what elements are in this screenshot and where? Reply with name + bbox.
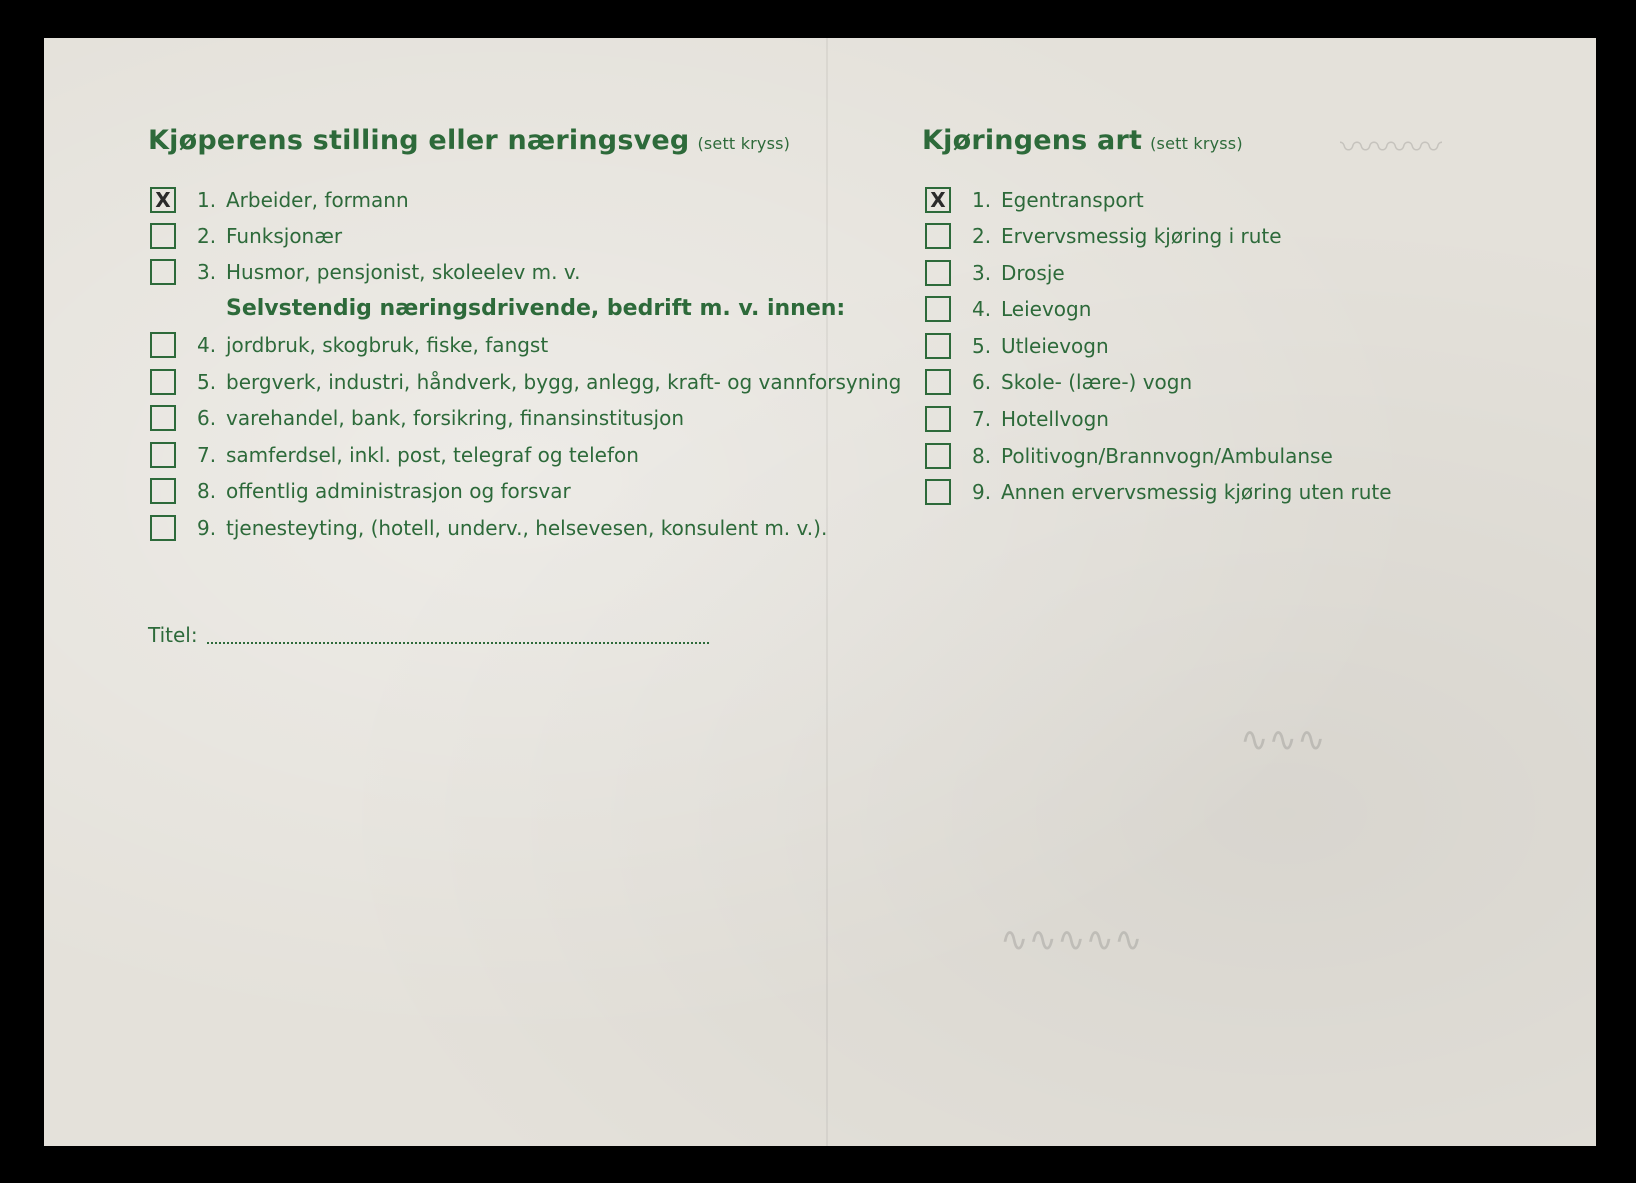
left-title-text: Kjøperens stilling eller næringsveg	[148, 125, 690, 156]
option-label: tjenesteyting, (hotell, underv., helsevesen, konsulent m. v.).	[226, 516, 828, 540]
option-number: 8.	[972, 444, 992, 468]
option-label: Ervervsmessig kjøring i rute	[1001, 224, 1282, 248]
option-number: 8.	[197, 479, 217, 503]
option-number: 6.	[197, 406, 217, 430]
option-number: 7.	[197, 443, 217, 467]
option-number: 4.	[197, 333, 217, 357]
option-number: 3.	[197, 260, 217, 284]
option-number: 2.	[197, 224, 217, 248]
right-section-title	[922, 125, 1243, 156]
option-label: bergverk, industri, håndverk, bygg, anlegg, kraft- og vannforsyning	[226, 370, 902, 394]
checkbox-3[interactable]	[925, 260, 951, 286]
option-label: varehandel, bank, forsikring, finansinstitusjon	[226, 406, 684, 430]
right-title-text: Kjøringens art	[922, 125, 1143, 156]
option-label: Skole- (lære-) vogn	[1001, 370, 1193, 394]
option-number: 1.	[972, 188, 992, 212]
left-option-4[interactable]	[150, 328, 548, 362]
left-option-8[interactable]	[150, 474, 571, 508]
option-label: Arbeider, formann	[226, 188, 409, 212]
checkbox-7[interactable]	[925, 406, 951, 432]
checkbox-1[interactable]: X	[925, 187, 951, 213]
checkbox-4[interactable]	[150, 332, 176, 358]
option-number: 9.	[972, 480, 992, 504]
right-option-1[interactable]	[925, 183, 1144, 217]
right-title-hint: (sett kryss)	[1150, 134, 1243, 153]
checkbox-2[interactable]	[150, 223, 176, 249]
right-option-8[interactable]	[925, 439, 1333, 473]
left-option-2[interactable]	[150, 219, 342, 253]
option-number: 7.	[972, 407, 992, 431]
self-employed-subheading: Selvstendig næringsdrivende, bedrift m. v. innen:	[226, 296, 846, 321]
checkbox-5[interactable]	[150, 369, 176, 395]
right-option-9[interactable]	[925, 475, 1392, 509]
left-option-6[interactable]	[150, 401, 684, 435]
option-number: 5.	[197, 370, 217, 394]
bleed-through-decoration: ∿∿∿∿∿	[1000, 920, 1143, 960]
left-option-7[interactable]	[150, 438, 639, 472]
option-number: 4.	[972, 297, 992, 321]
option-number: 3.	[972, 261, 992, 285]
checkbox-8[interactable]	[925, 443, 951, 469]
right-option-2[interactable]	[925, 219, 1282, 253]
checkbox-3[interactable]	[150, 259, 176, 285]
option-number: 5.	[972, 334, 992, 358]
checkbox-5[interactable]	[925, 333, 951, 359]
left-title-hint: (sett kryss)	[697, 134, 791, 153]
option-label: Drosje	[1001, 261, 1065, 285]
option-label: Leievogn	[1001, 297, 1092, 321]
bleed-through-decoration: ∿∿∿	[1240, 720, 1326, 760]
left-section-title	[148, 125, 790, 156]
option-number: 1.	[197, 188, 217, 212]
option-label: Utleievogn	[1001, 334, 1109, 358]
paper-fold	[826, 38, 828, 1146]
checkbox-9[interactable]	[150, 515, 176, 541]
right-option-3[interactable]	[925, 256, 1065, 290]
option-number: 2.	[972, 224, 992, 248]
checkbox-1[interactable]: X	[150, 187, 176, 213]
checkbox-7[interactable]	[150, 442, 176, 468]
checkbox-9[interactable]	[925, 479, 951, 505]
option-label: Funksjonær	[226, 224, 343, 248]
option-label: offentlig administrasjon og forsvar	[226, 479, 571, 503]
right-option-7[interactable]	[925, 402, 1109, 436]
bleed-through-decoration: 〰〰〰	[1340, 128, 1442, 168]
checkbox-2[interactable]	[925, 223, 951, 249]
option-label: Egentransport	[1001, 188, 1144, 212]
right-option-6[interactable]	[925, 365, 1192, 399]
option-label: Politivogn/Brannvogn/Ambulanse	[1001, 444, 1333, 468]
titel-label: Titel:	[148, 623, 198, 647]
left-option-1[interactable]	[150, 183, 409, 217]
checkbox-6[interactable]	[925, 369, 951, 395]
left-option-9[interactable]	[150, 511, 827, 545]
left-option-3[interactable]	[150, 255, 580, 289]
option-number: 6.	[972, 370, 992, 394]
left-option-5[interactable]	[150, 365, 901, 399]
checkbox-6[interactable]	[150, 405, 176, 431]
option-label: Hotellvogn	[1001, 407, 1109, 431]
checkbox-4[interactable]	[925, 296, 951, 322]
option-number: 9.	[197, 516, 217, 540]
right-option-4[interactable]	[925, 292, 1091, 326]
titel-input-line[interactable]	[207, 642, 709, 644]
checkbox-8[interactable]	[150, 478, 176, 504]
option-label: jordbruk, skogbruk, fiske, fangst	[226, 333, 549, 357]
option-label: Annen ervervsmessig kjøring uten rute	[1001, 480, 1392, 504]
right-option-5[interactable]	[925, 329, 1109, 363]
option-label: samferdsel, inkl. post, telegraf og telefon	[226, 443, 639, 467]
option-label: Husmor, pensjonist, skoleelev m. v.	[226, 260, 581, 284]
